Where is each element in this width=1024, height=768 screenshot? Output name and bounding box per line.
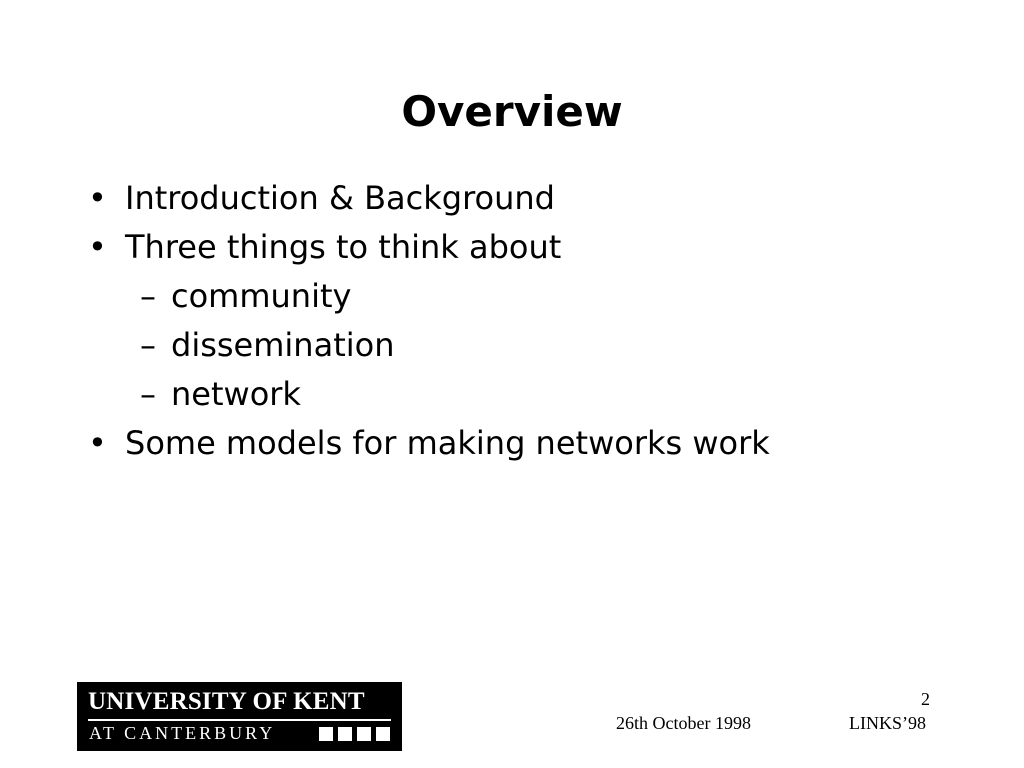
footer-date: 26th October 1998 [616, 713, 751, 733]
logo-divider [88, 719, 391, 721]
bullet-marker: • [88, 179, 107, 217]
bullet-marker: • [88, 424, 107, 462]
bullet-text: Three things to think about [125, 228, 562, 266]
university-logo [77, 682, 402, 751]
slide-title: Overview [401, 87, 623, 136]
sub-bullet-text: dissemination [171, 326, 395, 364]
footer-event: LINKS’98 [849, 713, 926, 733]
logo-squares-icon [319, 727, 390, 741]
logo-line-1: UNIVERSITY OF KENT [88, 688, 365, 715]
sub-bullet-marker: – [140, 326, 156, 364]
bullet-marker: • [88, 228, 107, 266]
logo-line-2: AT CANTERBURY [89, 723, 276, 743]
sub-bullet-text: network [171, 375, 301, 413]
bullet-text: Introduction & Background [125, 179, 555, 217]
sub-bullet-text: community [171, 277, 352, 315]
page-number: 2 [921, 689, 930, 709]
bullet-text: Some models for making networks work [125, 424, 770, 462]
sub-bullet-marker: – [140, 375, 156, 413]
sub-bullet-marker: – [140, 277, 156, 315]
